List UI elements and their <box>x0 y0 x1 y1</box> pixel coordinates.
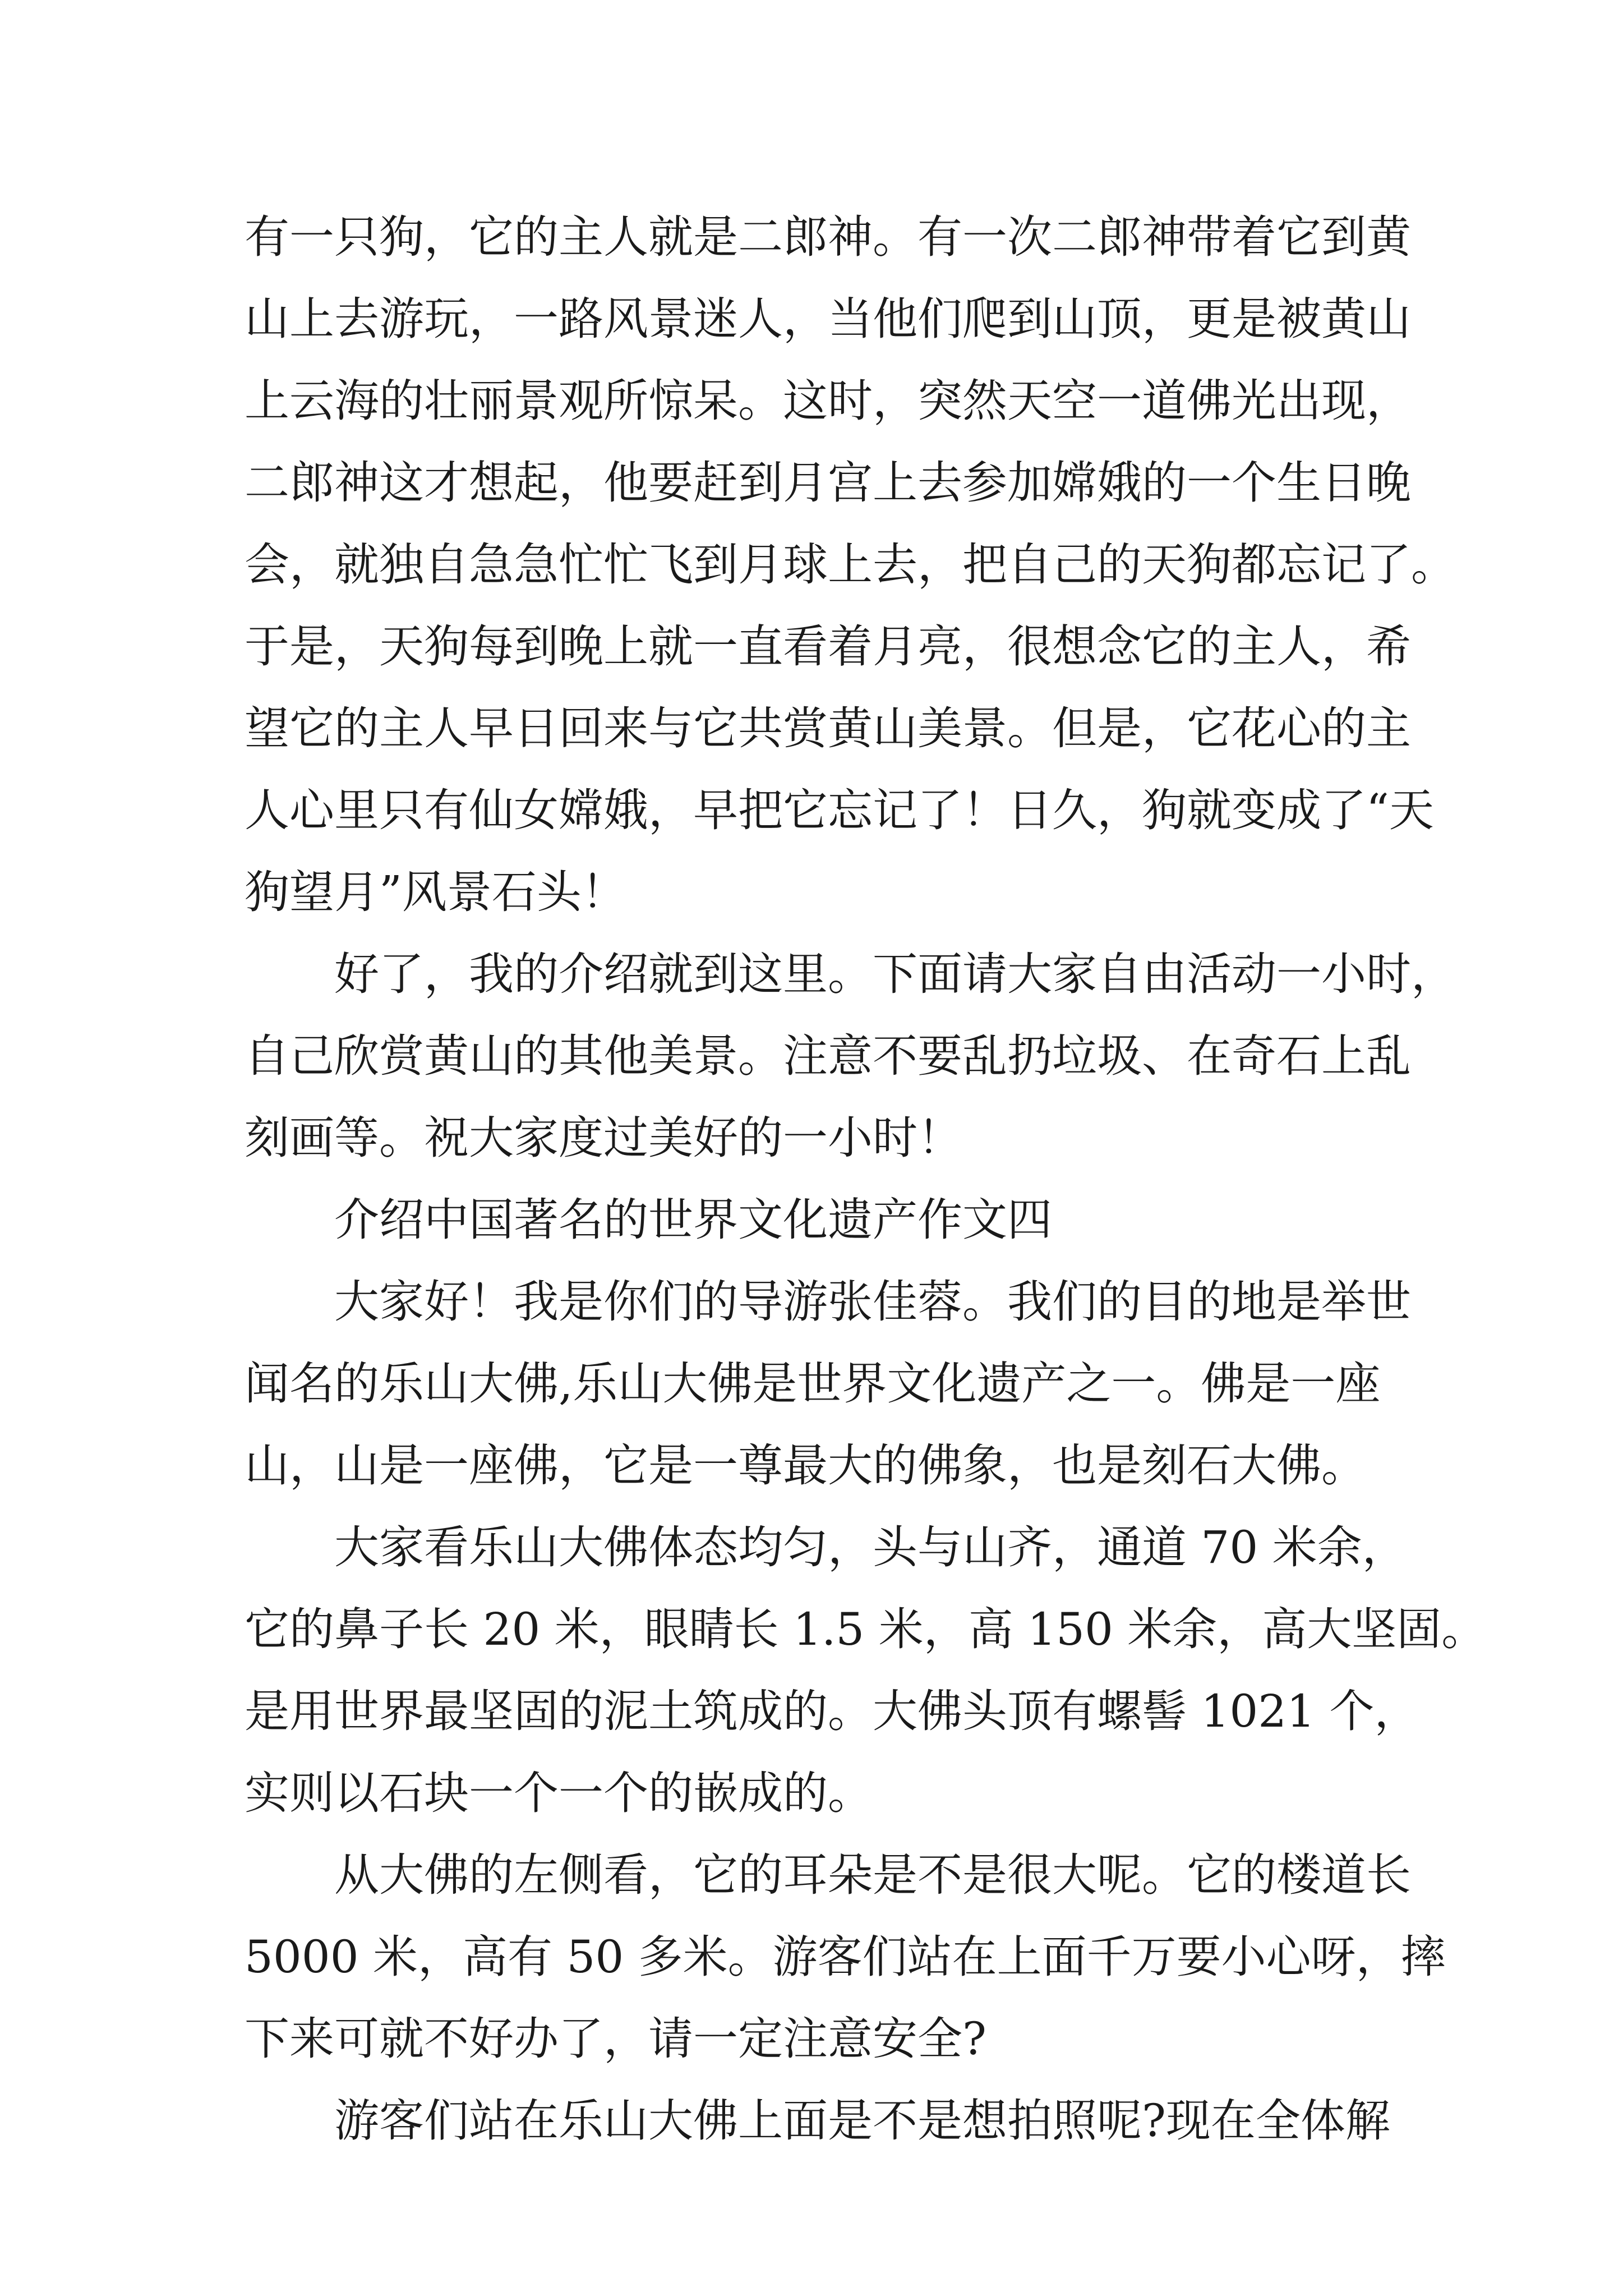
text-line: 会，就独自急急忙忙飞到月球上去，把自己的天狗都忘记了。 <box>245 539 1456 591</box>
text-line: 于是，天狗每到晚上就一直看着月亮，很想念它的主人，希 <box>245 620 1411 673</box>
text-line: 好了，我的介绍就到这里。下面请大家自由活动一小时， <box>334 948 1456 1000</box>
text-line: 大家看乐山大佛体态均匀，头与山齐，通道 70 米余， <box>334 1521 1407 1573</box>
text-line: 人心里只有仙女嫦娥，早把它忘记了！日久，狗就变成了“天 <box>245 784 1434 836</box>
text-line: 狗望月”风景石头！ <box>245 866 626 918</box>
text-line: 刻画等。祝大家度过美好的一小时！ <box>245 1112 962 1164</box>
text-line: 从大佛的左侧看，它的耳朵是不是很大呢。它的楼道长 <box>334 1849 1411 1901</box>
text-line: 山，山是一座佛，它是一尊最大的佛象，也是刻石大佛。 <box>245 1439 1366 1492</box>
text-line: 是用世界最坚固的泥土筑成的。大佛头顶有螺髻 1021 个， <box>245 1685 1419 1737</box>
text-line: 自己欣赏黄山的其他美景。注意不要乱扔垃圾、在奇石上乱 <box>245 1030 1411 1082</box>
text-line: 山上去游玩，一路风景迷人，当他们爬到山顶，更是被黄山 <box>245 293 1411 345</box>
text-line: 它的鼻子长 20 米，眼睛长 1.5 米，高 150 米余，高大坚固。 <box>245 1603 1487 1655</box>
text-line: 下来可就不好办了，请一定注意安全? <box>245 2013 986 2065</box>
text-line: 闻名的乐山大佛,乐山大佛是世界文化遗产之一。佛是一座 <box>245 1358 1381 1410</box>
text-line: 二郎神这才想起，他要赶到月宫上去参加嫦娥的一个生日晚 <box>245 457 1411 509</box>
document-body <box>245 196 1487 2162</box>
text-line: 5000 米，高有 50 多米。游客们站在上面千万要小心呀，摔 <box>245 1931 1446 1983</box>
text-line: 望它的主人早日回来与它共赏黄山美景。但是，它花心的主 <box>245 702 1411 754</box>
text-line: 游客们站在乐山大佛上面是不是想拍照呢?现在全体解 <box>334 2095 1390 2147</box>
text-line: 实则以石块一个一个的嵌成的。 <box>245 1767 873 1819</box>
text-line: 上云海的壮丽景观所惊呆。这时，突然天空一道佛光出现， <box>245 375 1411 427</box>
text-line: 介绍中国著名的世界文化遗产作文四 <box>334 1194 1052 1246</box>
text-line: 大家好！我是你们的导游张佳蓉。我们的目的地是举世 <box>334 1276 1411 1328</box>
text-line: 有一只狗，它的主人就是二郎神。有一次二郎神带着它到黄 <box>245 211 1411 263</box>
